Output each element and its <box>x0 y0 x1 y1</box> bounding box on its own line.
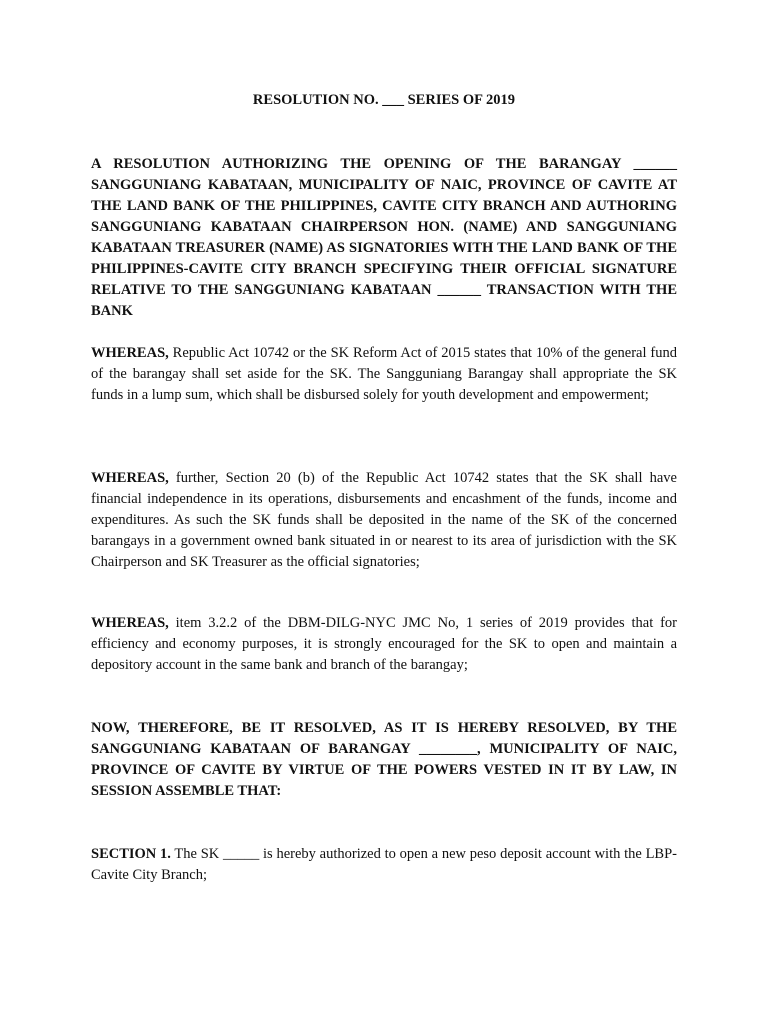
whereas-clause-1 <box>91 343 677 406</box>
whereas-clause-3 <box>91 613 677 676</box>
resolution-heading: A RESOLUTION AUTHORIZING THE OPENING OF THE BARANGAY ______ SANGGUNIANG KABATAAN, MUNICIPALITY OF NAIC, PROVINCE OF CAVITE AT THE LAND BANK OF THE PHILIPPINES, CAVITE CITY BRANCH AND AUTHORING SANGGUNIANG KABATAAN CHAIRPERSON HON. (NAME) AND SANGGUNIANG KABATAAN TREASURER (NAME) AS SIGNATORIES WITH THE LAND BANK OF THE PHILIPPINES-CAVITE CITY BRANCH SPECIFYING THEIR OFFICIAL SIGNATURE RELATIVE TO THE SANGGUNIANG KABATAAN ______ TRANSACTION WITH THE BANK <box>91 156 677 319</box>
section-1 <box>91 844 677 886</box>
whereas-lead: WHEREAS, <box>91 615 169 631</box>
whereas-text: item 3.2.2 of the DBM-DILG-NYC JMC No, 1 series of 2019 provides that for efficiency and economy purposes, it is strongly encouraged for the SK to open and maintain a depository account in the same bank and branch of the barangay; <box>91 615 677 673</box>
section-text: The SK _____ is hereby authorized to open a new peso deposit account with the LBP-Cavite City Branch; <box>91 846 678 883</box>
resolution-title: RESOLUTION NO. ___ SERIES OF 2019 <box>252 92 516 108</box>
whereas-clause-2 <box>91 468 677 573</box>
resolved-clause: NOW, THEREFORE, BE IT RESOLVED, AS IT IS HEREBY RESOLVED, BY THE SANGGUNIANG KABATAAN OF BARANGAY ________, MUNICIPALITY OF NAIC, PROVINCE OF CAVITE BY VIRTUE OF THE POWERS VESTED IN IT BY LAW, IN SESSION ASSEMBLE THAT: <box>91 720 677 799</box>
whereas-text: further, Section 20 (b) of the Republic Act 10742 states that the SK shall have financial independence in its operations, disbursements and encashment of the funds, income and expenditures. As such the SK funds shall be deposited in the name of the SK of the concerned barangays in a government owned bank situated in or nearest to its area of jurisdiction with the SK Chairperson and SK Treasurer as the official signatories; <box>91 470 677 570</box>
section-lead: SECTION 1. <box>91 846 171 862</box>
whereas-text: Republic Act 10742 or the SK Reform Act of 2015 states that 10% of the general fund of the barangay shall set aside for the SK. The Sangguniang Barangay shall appropriate the SK funds in a lump sum, which shall be disbursed solely for youth development and empowerment; <box>91 345 677 403</box>
whereas-lead: WHEREAS, <box>91 470 169 486</box>
whereas-lead: WHEREAS, <box>91 345 169 361</box>
